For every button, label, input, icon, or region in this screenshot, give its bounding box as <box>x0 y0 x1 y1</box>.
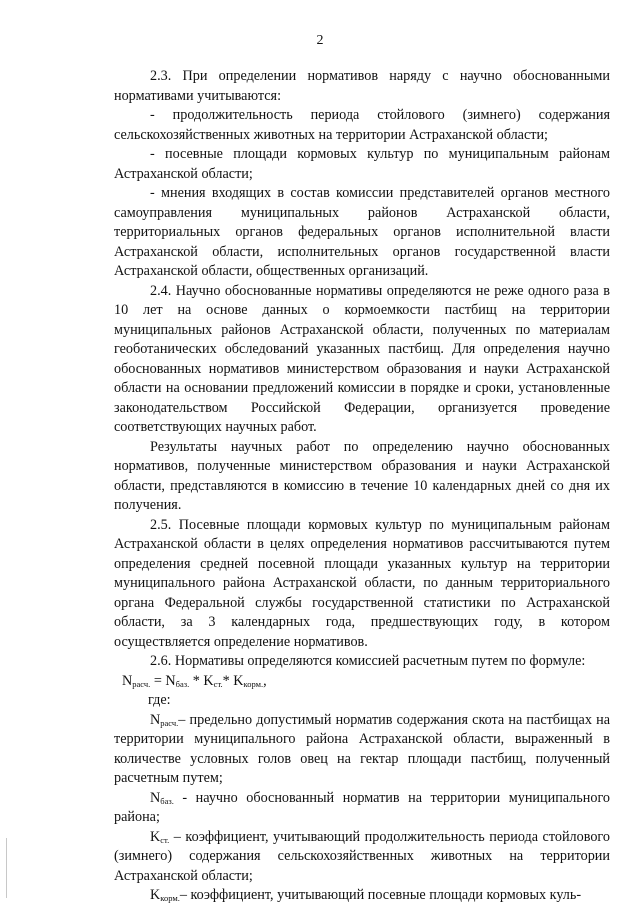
definition-k-stall <box>114 828 610 887</box>
paragraph-research-results: Результаты научных работ по определению научно обоснованных нормативов, полученные министерством образования и науки Астраханской области, представляются в комиссию в течение 10 календарных дней со дня их получения. <box>114 438 610 513</box>
formula-multiply-1: * <box>189 672 204 689</box>
formula-equals: = <box>150 672 166 689</box>
paragraph-2-6: 2.6. Нормативы определяются комиссией расчетным путем по формуле: <box>150 653 586 669</box>
formula-n-base: N <box>165 672 176 689</box>
definition-text: – предельно допустимый норматив содержания скота на пастбищах на территории муниципального района Астраханской области, выраженный в количестве условных голов овец на гектар площади пастбищ, полученный расчетным путем; <box>114 711 610 786</box>
definition-symbol-sub: баз. <box>160 795 174 806</box>
definition-text: – коэффициент, учитывающий посевные площади кормовых куль- <box>179 887 582 903</box>
formula-k-feed-sub: корм. <box>243 678 264 689</box>
definition-symbol: N <box>150 789 161 806</box>
definition-text: - научно обоснованный норматив на территории муниципального района; <box>114 789 610 825</box>
definition-symbol-sub: ст. <box>160 834 170 845</box>
definition-text: – коэффициент, учитывающий продолжительность периода стойлового (зимнего) содержания сельскохозяйственных животных на территории Астраханской области; <box>114 828 610 884</box>
list-item-stall-period: - продолжительность периода стойлового (зимнего) содержания сельскохозяйственных животных на территории Астраханской области; <box>114 107 610 143</box>
list-item-sown-areas: - посевные площади кормовых культур по муниципальным районам Астраханской области; <box>114 146 610 182</box>
definition-k-feed <box>114 886 610 906</box>
definition-symbol: K <box>150 828 161 845</box>
formula-k-stall: K <box>203 672 214 689</box>
formula-multiply-2: * <box>222 672 234 689</box>
definition-symbol-sub: расч. <box>160 717 179 728</box>
definition-symbol: N <box>150 711 161 728</box>
paragraph-2-3: 2.3. При определении нормативов наряду с научно обоснованными нормативами учитываются: <box>114 68 610 104</box>
document-body <box>114 67 610 906</box>
definition-n-base <box>114 789 610 828</box>
definition-symbol-sub: корм. <box>160 893 180 903</box>
scan-margin-line <box>6 838 7 898</box>
paragraph-2-5: 2.5. Посевные площади кормовых культур по муниципальным районам Астраханской области в целях определения нормативов рассчитываются путем определения средней посевной площади указанных культур на территории муниципального района Астраханской области, по данным территориального органа Федеральной службы государственной статистики по Астраханской области, за 3 календарных года, предшествующих году, в котором осуществляется определение нормативов. <box>114 516 610 650</box>
formula-end: , <box>263 672 267 689</box>
formula-n-calc-sub: расч. <box>132 678 151 689</box>
formula-n-base-sub: баз. <box>175 678 190 689</box>
formula-n-calc: N <box>122 672 133 689</box>
definition-n-calc <box>114 711 610 789</box>
list-item-commission-opinions: - мнения входящих в состав комиссии представителей органов местного самоуправления муниципальных районов Астраханской области, территориальных органов федеральных органов исполнительной власти Астраханской области, исполнительных органов государственной власти Астраханской области, общественных организаций. <box>114 185 610 279</box>
paragraph-2-4: 2.4. Научно обоснованные нормативы определяются не реже одного раза в 10 лет на основе данных о кормоемкости пастбищ на территории муниципальных районов Астраханской области, полученных по материалам геоботанических обследований указанных пастбищ. Для определения научно обоснованных нормативов министерством образования и науки Астраханской области на основании предложений комиссии в порядке и сроки, установленные законодательством Российской Федерации, организуется проведение соответствующих научных работ. <box>114 282 610 435</box>
where-label: где: <box>148 692 171 708</box>
formula <box>114 672 610 692</box>
formula-k-feed: K <box>233 672 244 689</box>
page-number: 2 <box>316 33 324 48</box>
formula-k-stall-sub: ст. <box>213 678 223 689</box>
definition-symbol: K <box>150 887 161 903</box>
